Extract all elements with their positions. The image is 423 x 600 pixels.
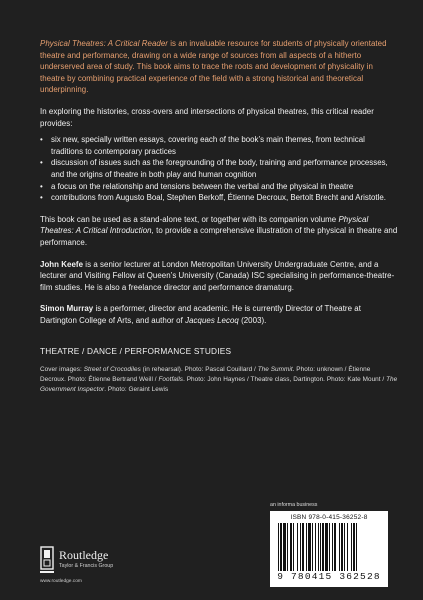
footer — [0, 498, 423, 600]
list-item: • six new, specially written essays, covering each of the book’s main themes, from technical traditions to contemporary practices — [40, 134, 398, 157]
blurb — [40, 38, 398, 395]
intro-title: Physical Theatres: A Critical Reader is an invaluable resource for students of physically orientated theatre and performance, drawing on a wide range of sources from all aspects of a hitherto underserved area of study. This book aims to trace the roots and development of physicality in theatre by combining practical experience of the field with a strong historical and theoretical underpinning. — [40, 39, 387, 95]
isbn-label: ISBN 978-0-415-36252-8 — [290, 514, 368, 521]
standalone-paragraph: This book can be used as a stand-alone text, or together with its companion volume Physical Theatres: A Critical Introduction, to provide a comprehensive illustration of the physical in theatre and performance. — [40, 214, 398, 247]
list-item: • contributions from Augusto Boal, Stephen Berkoff, Étienne Decroux, Bertolt Brecht and Aristotle. — [40, 192, 398, 204]
publisher-name: Routledge — [59, 548, 109, 562]
publisher-group: Taylor & Francis Group — [59, 563, 114, 569]
list-item: • discussion of issues such as the foregrounding of the body, training and performance processes, and the origins of theatre in both play and human cognition — [40, 157, 398, 180]
barcode-number: 9 780415 362528 — [277, 571, 381, 582]
author-bio-keefe: John Keefe is a senior lecturer at London Metropolitan University Undergraduate Centre, and a lecturer and Visiting Fellow at Queen’s University (Canada) ISC specialising in performance-theatre-film studies. He is also a freelance director and performance dramaturg. — [40, 259, 395, 292]
intro-paragraph — [40, 38, 398, 96]
bullet-list — [40, 134, 398, 204]
subject-category: THEATRE / DANCE / PERFORMANCE STUDIES — [40, 346, 232, 357]
author-bio-murray: Simon Murray is a performer, director and academic. He is currently Director of Theatre at Dartington College of Arts, and author of Jacques Lecoq (2003). — [40, 304, 361, 325]
informa-tagline: an informa business — [270, 502, 318, 508]
list-item: • a focus on the relationship and tensions between the verbal and the physical in theatre — [40, 181, 398, 193]
barcode — [270, 511, 388, 587]
cover-credits: Cover images: Street of Crocodiles (in rehearsal). Photo: Pascal Couillard / The Summit. Photo: unknown / Étienne Decroux. Photo: Étienne Bertrand Weill / Footfalls. Photo: John Haynes / Theatre class, Dartington. Photo: Kate Mount / The Government Inspector. Photo: Geraint Lewis — [40, 366, 398, 394]
provides-intro: In exploring the histories, cross-overs and intersections of physical theatres, this critical reader provides: — [40, 106, 374, 128]
publisher-url: www.routledge.com — [40, 579, 82, 584]
barcode-bars — [278, 523, 382, 571]
routledge-mark-icon — [40, 546, 54, 576]
routledge-logo — [40, 546, 160, 586]
